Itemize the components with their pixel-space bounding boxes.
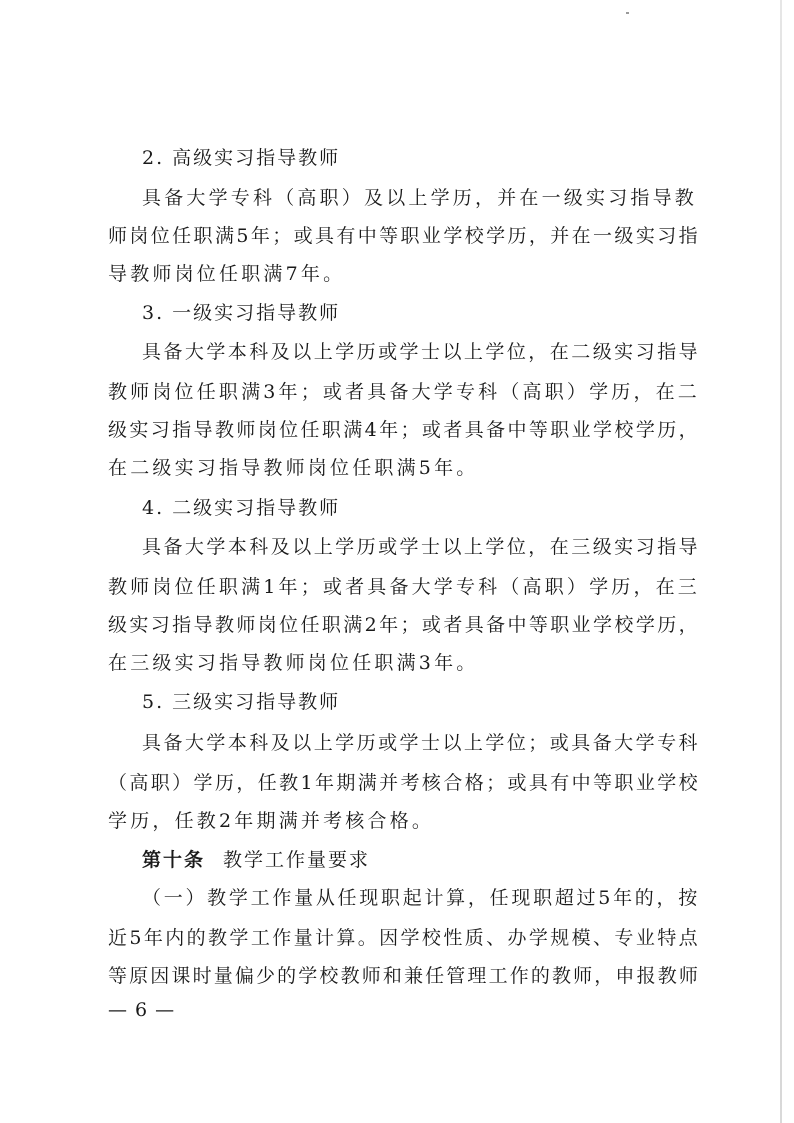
section-heading: 2. 高级实习指导教师: [142, 147, 341, 169]
paragraph-line: 近5年内的教学工作量计算。因学校性质、办学规模、专业特点: [108, 927, 700, 949]
paragraph-line: 导教师岗位任职满7年。: [108, 263, 346, 285]
paragraph-line: 级实习指导教师岗位任职满4年；或者具备中等职业学校学历，: [108, 419, 700, 441]
article-label: 第十条: [142, 849, 206, 871]
paragraph-line: 具备大学本科及以上学历或学士以上学位；或具备大学专科: [142, 732, 700, 754]
paragraph-line: 教师岗位任职满3年；或者具备大学专科（高职）学历，在二: [108, 381, 700, 403]
paragraph-line: 级实习指导教师岗位任职满2年；或者具备中等职业学校学历，: [108, 614, 700, 636]
section-heading: 4. 二级实习指导教师: [142, 497, 341, 519]
paragraph-line: 在二级实习指导教师岗位任职满5年。: [108, 457, 479, 479]
section-heading: 3. 一级实习指导教师: [142, 302, 341, 324]
page-number: — 6 —: [108, 999, 176, 1021]
paragraph-line: 具备大学本科及以上学历或学士以上学位，在三级实习指导: [142, 536, 700, 558]
paragraph-line: （高职）学历，任教1年期满并考核合格；或具有中等职业学校: [108, 772, 700, 794]
section-heading: 5. 三级实习指导教师: [142, 691, 341, 713]
paragraph-line: 具备大学专科（高职）及以上学历，并在一级实习指导教: [142, 187, 698, 209]
paragraph-line: 教师岗位任职满1年；或者具备大学专科（高职）学历，在三: [108, 576, 700, 598]
scan-edge-line: [780, 0, 782, 1123]
paragraph-line: 学历，任教2年期满并考核合格。: [108, 810, 435, 832]
paragraph-line: 师岗位任职满5年；或具有中等职业学校学历，并在一级实习指: [108, 225, 700, 247]
article-title: 教学工作量要求: [223, 849, 371, 871]
scan-mark: [626, 12, 629, 14]
article-heading: [142, 848, 370, 872]
paragraph-line: （一）教学工作量从任现职起计算，任现职超过5年的，按: [142, 887, 700, 909]
paragraph-line: 在三级实习指导教师岗位任职满3年。: [108, 652, 479, 674]
paragraph-line: 等原因课时量偏少的学校教师和兼任管理工作的教师，申报教师: [108, 965, 700, 987]
paragraph-line: 具备大学本科及以上学历或学士以上学位，在二级实习指导: [142, 341, 700, 363]
